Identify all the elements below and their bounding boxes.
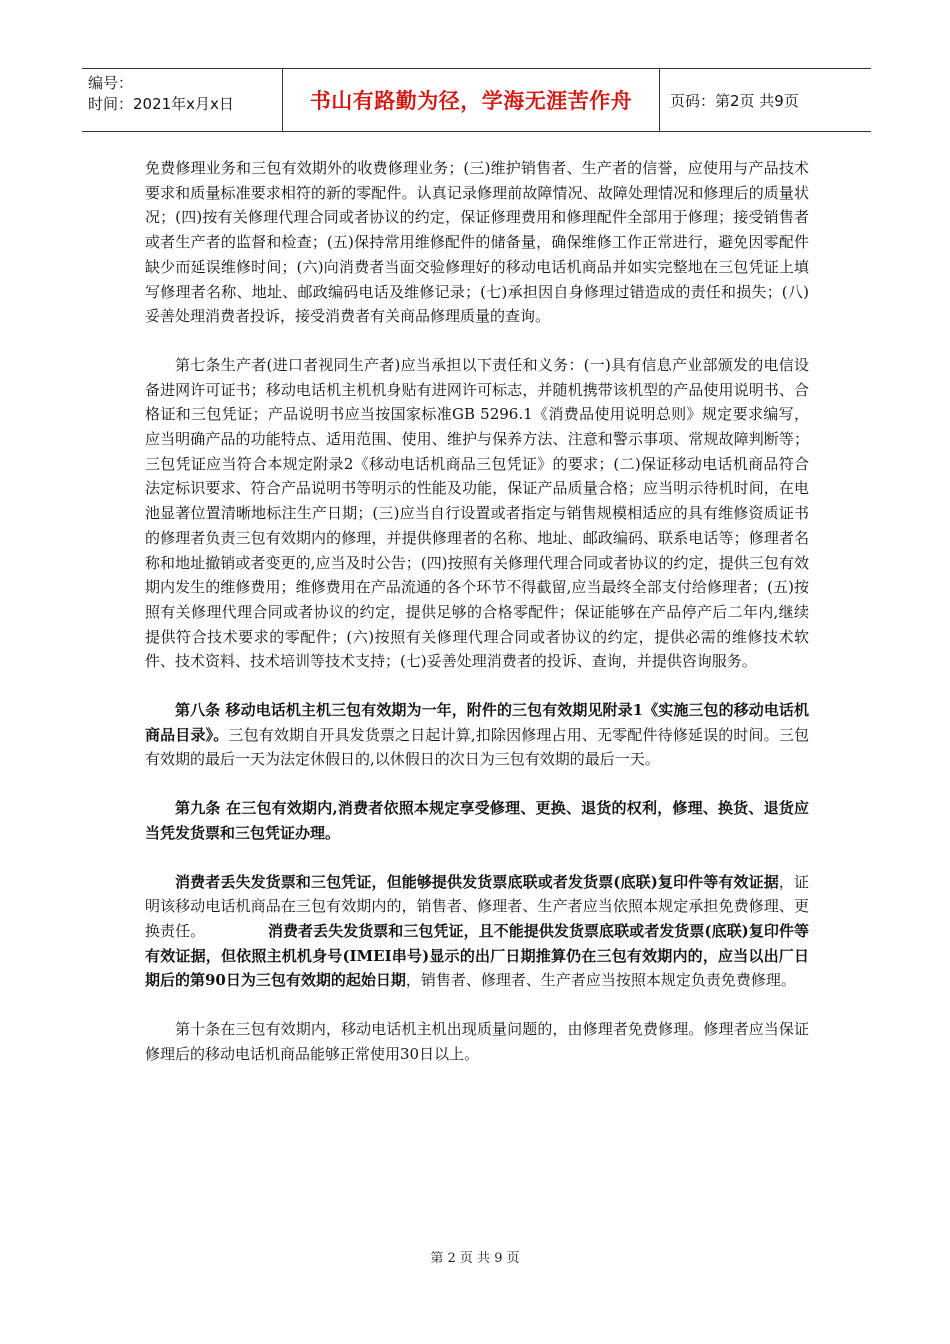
paragraph-article10: 第十条在三包有效期内，移动电话机主机出现质量问题的，由修理者免费修理。修理者应当保证修理后的移动电话机商品能够正常使用30日以上。 (145, 1020, 809, 1063)
article8-bold-text: 第八条 移动电话机主机三包有效期为一年，附件的三包有效期见附录1《实施三包的移动电话机商品目录》。 (145, 701, 809, 744)
header-page-info: 页码：第2页 共9页 (670, 91, 799, 110)
article9-bold-text: 第九条 在三包有效期内,消费者依照本规定享受修理、更换、退货的权利，修理、换货、退货应当凭发货票和三包凭证办理。 (145, 799, 809, 842)
paragraph-article8 (145, 698, 809, 772)
paragraph-article7: 第七条生产者(进口者视同生产者)应当承担以下责任和义务：(一)具有信息产业部颁发的电信设备进网许可证书；移动电话机主机机身贴有进网许可标志，并随机携带该机型的产品使用说明书、合格证和三包凭证；产品说明书应当按国家标准GB 5296.1《消费品使用说明总则》规定要求编写，应当明确产品的功能特点、适用范围、使用、维护与保养方法、注意和警示事项、常规故障判断等；三包凭证应当符合本规定附录2《移动电话机商品三包凭证》的要求；(二)保证移动电话机商品符合法定标识要求、符合产品说明书等明示的性能及功能，保证产品质量合格；应当明示待机时间，在电池显著位置清晰地标注生产日期；(三)应当自行设置或者指定与销售规模相适应的具有维修资质证书的修理者负责三包有效期内的修理，并提供修理者的名称、地址、邮政编码、联系电话等；修理者名称和地址撤销或者变更的,应当及时公告；(四)按照有关修理代理合同或者协议的约定，提供三包有效期内发生的维修费用；维修费用在产品流通的各个环节不得截留,应当最终全部支付给修理者；(五)按照有关修理代理合同或者协议的约定，提供足够的合格零配件；保证能够在产品停产后二年内,继续提供符合技术要求的零配件；(六)按照有关修理代理合同或者协议的约定，提供必需的维修技术软件、技术资料、技术培训等技术支持；(七)妥善处理消费者的投诉、查询，并提供咨询服务。 (145, 355, 809, 671)
paragraph-article6-continued: 免费修理业务和三包有效期外的收费修理业务；(三)维护销售者、生产者的信誉，应使用与产品技术要求和质量标准要求相符的新的零配件。认真记录修理前故障情况、故障处理情况和修理后的质量状况；(四)按有关修理代理合同或者协议的约定，保证修理费用和修理配件全部用于修理；接受销售者或者生产者的监督和检查；(五)保持常用维修配件的储备量，确保维修工作正常进行，避免因零配件缺少而延误维修时间；(六)向消费者当面交验修理好的移动电话机商品并如实完整地在三包凭证上填写修理者名称、地址、邮政编码电话及维修记录；(七)承担因自身修理过错造成的责任和损失；(八)妥善处理消费者投诉，接受消费者有关商品修理质量的查询。 (145, 159, 809, 326)
paragraph-article9 (145, 796, 809, 845)
page-header (82, 68, 871, 132)
page-footer: 第 2 页 共 9 页 (430, 1251, 520, 1266)
document-body (145, 156, 809, 1091)
lost-invoice-bold-1: 消费者丢失发货票和三包凭证，但能够提供发货票底联或者发货票(底联)复印件等有效证据 (175, 872, 779, 891)
document-time-label: 时间：2021年x月x日 (88, 95, 234, 113)
lost-invoice-bold-2: 消费者丢失发货票和三包凭证，且不能提供发货票底联或者发货票(底联)复印件等有效证据，但依照主机机身号(IMEI串号)显示的出厂日期推算仍在三包有效期内的，应当以出厂日期后的第90日为三包有效期的起始日期 (145, 921, 809, 990)
lost-invoice-text-2: ，销售者、修理者、生产者应当按照本规定负责免费修理。 (405, 971, 796, 990)
article8-text: 三包有效期自开具发货票之日起计算,扣除因修理占用、无零配件待修延误的时间。三包有效期的最后一天为法定休假日的,以休假日的次日为三包有效期的最后一天。 (145, 725, 809, 769)
header-motto: 书山有路勤为径，学海无涯苦作舟 (282, 69, 660, 131)
paragraph-lost-invoice (145, 870, 809, 994)
document-number-label: 编号： (88, 74, 134, 92)
lost-invoice-text-1: ，证明该移动电话机商品在三包有效期内的，销售者、修理者、生产者应当依照本规定承担免费修理、更换责任。 (145, 872, 809, 940)
header-meta (82, 69, 282, 131)
